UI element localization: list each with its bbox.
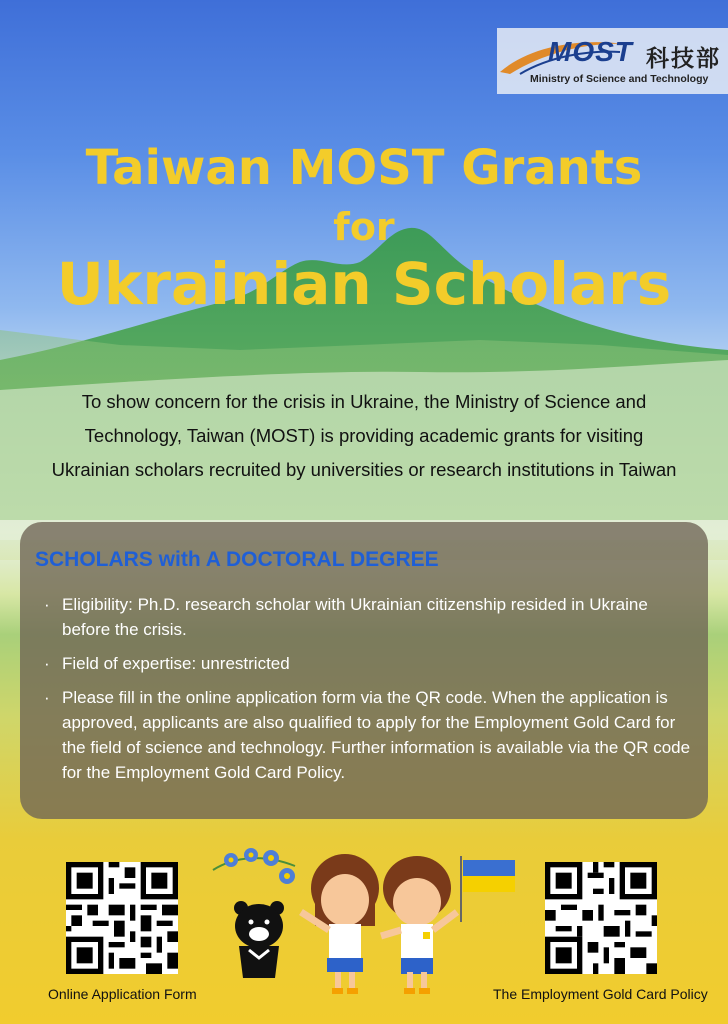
- black-bear-icon: [234, 901, 284, 978]
- qr-label-application: Online Application Form: [48, 986, 197, 1002]
- intro-line-1: To show concern for the crisis in Ukraine, the Ministry of Science and: [81, 391, 647, 412]
- bullet-text: Field of expertise: unrestricted: [62, 654, 290, 673]
- qr-code-icon: [545, 862, 657, 974]
- bullet-marker: ·: [44, 688, 50, 707]
- qr-code-application[interactable]: [66, 862, 178, 974]
- bullet-marker: ·: [44, 654, 50, 673]
- intro-line-3: Ukrainian scholars recruited by universities or research institutions in Taiwan: [51, 459, 677, 480]
- panel-heading: SCHOLARS with A DOCTORAL DEGREE: [35, 548, 439, 571]
- title-line-3: Ukrainian Scholars: [56, 250, 672, 318]
- logo-most-text: MOST: [548, 36, 633, 67]
- bullet-text: Please fill in the online application form via the QR code. When the application is approved, applicants are also qualified to apply for the Employment Gold Card for the field of science and technology. Further information is available via the QR code for the Employment Gold Card Policy.: [62, 688, 691, 782]
- scholar-girl-figure: [301, 854, 379, 994]
- scholars-illustration: [205, 846, 523, 996]
- intro-paragraph: [8, 385, 720, 487]
- title-line-2: for: [333, 205, 395, 249]
- title-line-1: Taiwan MOST Grants: [85, 140, 643, 196]
- qr-code-icon: [66, 862, 178, 974]
- bullet-text: Eligibility: Ph.D. research scholar with Ukrainian citizenship resided in Ukraine before the crisis.: [62, 595, 648, 639]
- orchid-branch-icon: [213, 848, 295, 884]
- logo-chinese-text: 科技部: [646, 45, 721, 71]
- qr-code-gold-card[interactable]: [545, 862, 657, 974]
- bullet-marker: ·: [44, 595, 50, 614]
- qr-label-gold-card: The Employment Gold Card Policy: [493, 986, 708, 1002]
- scholar-boy-figure: [381, 856, 457, 994]
- intro-line-2: Technology, Taiwan (MOST) is providing academic grants for visiting: [84, 425, 644, 446]
- logo-english-text: Ministry of Science and Technology: [530, 73, 709, 85]
- ukraine-flag-icon: [461, 856, 515, 922]
